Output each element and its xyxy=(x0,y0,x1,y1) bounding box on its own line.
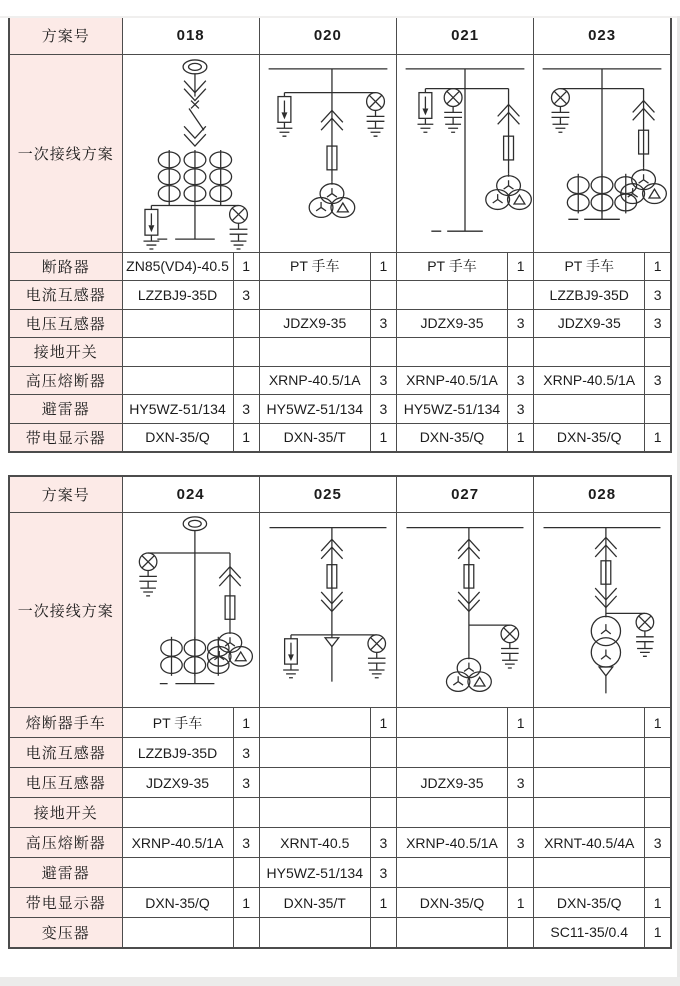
model-cell: DXN-35/Q xyxy=(122,423,233,452)
table-row xyxy=(9,366,671,395)
model-cell: XRNP-40.5/1A xyxy=(396,828,507,858)
qty-cell xyxy=(507,281,533,310)
model-cell: JDZX9-35 xyxy=(259,309,370,338)
qty-cell: 3 xyxy=(507,366,533,395)
qty-cell: 1 xyxy=(645,423,671,452)
qty-cell: 3 xyxy=(507,828,533,858)
model-cell xyxy=(122,798,233,828)
scheme-number-018: 018 xyxy=(122,17,259,54)
model-cell: DXN-35/T xyxy=(259,423,370,452)
page-edge-bottom xyxy=(0,977,680,986)
model-cell: JDZX9-35 xyxy=(534,309,645,338)
model-cell xyxy=(396,918,507,948)
row-label: 带电显示器 xyxy=(9,423,122,452)
table-header-row xyxy=(9,17,671,54)
model-cell xyxy=(122,338,233,367)
qty-cell: 3 xyxy=(233,738,259,768)
model-cell: LZZBJ9-35D xyxy=(122,738,233,768)
row-label: 避雷器 xyxy=(9,858,122,888)
qty-cell: 3 xyxy=(645,828,671,858)
diagram-cell-025 xyxy=(259,513,396,708)
qty-cell xyxy=(233,918,259,948)
model-cell: ZN85(VD4)-40.5 xyxy=(122,252,233,281)
wye-mark-icon xyxy=(601,649,611,659)
scheme-number-020: 020 xyxy=(259,17,396,54)
live-display-icon xyxy=(552,89,570,133)
surge-arrester-icon xyxy=(276,93,292,137)
model-cell: DXN-35/Q xyxy=(534,888,645,918)
model-cell: DXN-35/Q xyxy=(396,888,507,918)
model-cell xyxy=(122,309,233,338)
model-cell xyxy=(122,366,233,395)
qty-cell: 3 xyxy=(645,309,671,338)
row-label: 电压互感器 xyxy=(9,309,122,338)
qty-cell: 3 xyxy=(233,281,259,310)
qty-cell: 3 xyxy=(233,768,259,798)
qty-cell: 1 xyxy=(645,252,671,281)
model-cell: JDZX9-35 xyxy=(396,309,507,338)
qty-cell: 3 xyxy=(370,309,396,338)
diagram-row xyxy=(9,54,671,252)
single-line-diagram-025 xyxy=(260,514,396,707)
diagram-cell-027 xyxy=(396,513,533,708)
model-cell xyxy=(259,338,370,367)
fuse-icon xyxy=(639,130,649,154)
table-header-row xyxy=(9,476,671,513)
table-row xyxy=(9,708,671,738)
model-cell xyxy=(534,738,645,768)
table-row xyxy=(9,858,671,888)
fuse-icon xyxy=(225,595,235,618)
current-transformer-icon xyxy=(184,150,206,205)
model-cell: SC11-35/0.4 xyxy=(534,918,645,948)
model-cell xyxy=(534,768,645,798)
live-display-icon xyxy=(444,89,462,133)
qty-cell xyxy=(233,338,259,367)
row-label: 带电显示器 xyxy=(9,888,122,918)
qty-cell xyxy=(370,918,396,948)
diagram-cell-024 xyxy=(122,513,259,708)
scheme-spec-table-1 xyxy=(8,16,672,453)
single-line-diagram-023 xyxy=(534,55,670,251)
model-cell: PT 手车 xyxy=(259,252,370,281)
model-cell xyxy=(534,708,645,738)
qty-cell: 1 xyxy=(370,888,396,918)
qty-cell xyxy=(370,281,396,310)
single-line-diagram-021 xyxy=(397,55,533,251)
model-cell: JDZX9-35 xyxy=(122,768,233,798)
model-cell xyxy=(259,738,370,768)
qty-cell xyxy=(233,366,259,395)
wye-mark-icon xyxy=(601,624,611,634)
voltage-transformer-icon xyxy=(486,174,532,210)
model-cell xyxy=(396,708,507,738)
qty-cell: 1 xyxy=(645,708,671,738)
table-row xyxy=(9,281,671,310)
model-cell xyxy=(259,281,370,310)
qty-cell: 1 xyxy=(645,918,671,948)
diagram-row-label: 一次接线方案 xyxy=(9,54,122,252)
table-row xyxy=(9,768,671,798)
voltage-transformer-icon xyxy=(309,182,355,218)
live-display-icon xyxy=(636,613,654,656)
current-transformer-icon xyxy=(207,636,228,675)
surge-arrester-icon xyxy=(418,89,434,133)
model-cell: DXN-35/T xyxy=(259,888,370,918)
qty-cell: 3 xyxy=(233,828,259,858)
current-transformer-icon xyxy=(209,150,231,205)
voltage-transformer-icon xyxy=(207,630,252,665)
row-label: 接地开关 xyxy=(9,798,122,828)
model-cell: HY5WZ-51/134 xyxy=(396,395,507,424)
bushing-icon xyxy=(183,516,206,530)
table-row xyxy=(9,798,671,828)
qty-cell xyxy=(233,309,259,338)
fuse-icon xyxy=(601,560,611,583)
qty-cell: 1 xyxy=(370,252,396,281)
qty-cell: 3 xyxy=(645,366,671,395)
scheme-number-025: 025 xyxy=(259,476,396,513)
qty-cell: 3 xyxy=(645,281,671,310)
qty-cell: 3 xyxy=(507,768,533,798)
qty-cell: 1 xyxy=(507,888,533,918)
row-label: 变压器 xyxy=(9,918,122,948)
qty-cell xyxy=(645,768,671,798)
model-cell xyxy=(396,281,507,310)
model-cell xyxy=(534,395,645,424)
qty-cell xyxy=(507,798,533,828)
diagram-cell-020 xyxy=(259,54,396,252)
model-cell xyxy=(396,798,507,828)
qty-cell xyxy=(645,738,671,768)
diagram-cell-023 xyxy=(534,54,671,252)
qty-cell: 1 xyxy=(507,708,533,738)
diagram-row xyxy=(9,513,671,708)
current-transformer-icon xyxy=(160,636,181,675)
conductor-line xyxy=(151,205,238,239)
scheme-number-024: 024 xyxy=(122,476,259,513)
breaker-blade-icon xyxy=(189,108,204,130)
model-cell: PT 手车 xyxy=(534,252,645,281)
model-cell xyxy=(534,798,645,828)
qty-cell: 3 xyxy=(507,395,533,424)
qty-cell: 1 xyxy=(233,423,259,452)
diagram-cell-021 xyxy=(396,54,533,252)
model-cell xyxy=(396,858,507,888)
model-cell xyxy=(534,858,645,888)
page-edge-top xyxy=(0,16,680,18)
qty-cell: 3 xyxy=(233,395,259,424)
model-cell xyxy=(396,738,507,768)
qty-cell xyxy=(370,338,396,367)
qty-cell xyxy=(645,338,671,367)
current-transformer-icon xyxy=(591,174,613,214)
model-cell: HY5WZ-51/134 xyxy=(259,395,370,424)
qty-cell: 3 xyxy=(370,395,396,424)
model-cell: DXN-35/Q xyxy=(396,423,507,452)
current-transformer-icon xyxy=(158,150,180,205)
model-cell xyxy=(122,858,233,888)
fuse-icon xyxy=(327,564,337,587)
model-cell: XRNP-40.5/1A xyxy=(259,366,370,395)
qty-cell xyxy=(370,798,396,828)
qty-cell xyxy=(507,858,533,888)
row-label: 熔断器手车 xyxy=(9,708,122,738)
model-cell: XRNT-40.5 xyxy=(259,828,370,858)
qty-cell xyxy=(507,338,533,367)
model-cell xyxy=(259,708,370,738)
table-row xyxy=(9,309,671,338)
qty-cell xyxy=(645,858,671,888)
qty-cell: 1 xyxy=(233,252,259,281)
drawout-contact-icon xyxy=(184,126,206,146)
live-display-icon xyxy=(501,625,519,668)
table-row xyxy=(9,395,671,424)
breaker-x-icon xyxy=(191,101,199,109)
table-row xyxy=(9,918,671,948)
qty-cell: 1 xyxy=(507,252,533,281)
single-line-diagram-018 xyxy=(123,55,259,251)
model-cell: XRNT-40.5/4A xyxy=(534,828,645,858)
qty-cell xyxy=(233,858,259,888)
row-label: 接地开关 xyxy=(9,338,122,367)
model-cell: PT 手车 xyxy=(396,252,507,281)
qty-cell: 3 xyxy=(370,858,396,888)
qty-cell: 3 xyxy=(507,309,533,338)
qty-cell: 3 xyxy=(370,366,396,395)
scheme-number-021: 021 xyxy=(396,17,533,54)
model-cell xyxy=(534,338,645,367)
diagram-cell-028 xyxy=(534,513,671,708)
row-label: 避雷器 xyxy=(9,395,122,424)
model-cell: DXN-35/Q xyxy=(534,423,645,452)
diagram-row-label: 一次接线方案 xyxy=(9,513,122,708)
scheme-number-header: 方案号 xyxy=(9,17,122,54)
conductor-line xyxy=(291,527,377,637)
qty-cell xyxy=(233,798,259,828)
scheme-number-header: 方案号 xyxy=(9,476,122,513)
qty-cell: 1 xyxy=(233,708,259,738)
table-row xyxy=(9,738,671,768)
delta-termination-icon xyxy=(599,667,613,676)
qty-cell xyxy=(370,738,396,768)
row-label: 电流互感器 xyxy=(9,738,122,768)
scheme-number-027: 027 xyxy=(396,476,533,513)
model-cell: XRNP-40.5/1A xyxy=(396,366,507,395)
qty-cell: 3 xyxy=(370,828,396,858)
delta-termination-icon xyxy=(325,637,339,646)
table-row xyxy=(9,888,671,918)
scheme-number-028: 028 xyxy=(534,476,671,513)
diagram-cell-018 xyxy=(122,54,259,252)
table-row xyxy=(9,252,671,281)
qty-cell: 1 xyxy=(233,888,259,918)
single-line-diagram-020 xyxy=(260,55,396,251)
live-display-icon xyxy=(139,552,157,595)
model-cell xyxy=(396,338,507,367)
qty-cell xyxy=(370,768,396,798)
catalog-page xyxy=(0,16,680,986)
qty-cell: 1 xyxy=(370,708,396,738)
table-row xyxy=(9,828,671,858)
surge-arrester-icon xyxy=(143,205,159,249)
current-transformer-icon xyxy=(568,174,590,214)
qty-cell xyxy=(645,798,671,828)
model-cell: HY5WZ-51/134 xyxy=(259,858,370,888)
model-cell xyxy=(259,918,370,948)
model-cell: HY5WZ-51/134 xyxy=(122,395,233,424)
current-transformer-icon xyxy=(184,636,205,675)
conductor-line xyxy=(425,69,508,231)
row-label: 断路器 xyxy=(9,252,122,281)
live-display-icon xyxy=(366,93,384,137)
surge-arrester-icon xyxy=(283,634,299,677)
model-cell: XRNP-40.5/1A xyxy=(122,828,233,858)
single-line-diagram-028 xyxy=(534,514,670,707)
fuse-icon xyxy=(327,146,337,170)
qty-cell: 1 xyxy=(370,423,396,452)
qty-cell xyxy=(645,395,671,424)
qty-cell: 1 xyxy=(645,888,671,918)
model-cell: DXN-35/Q xyxy=(122,888,233,918)
conductor-line xyxy=(606,527,645,617)
model-cell: JDZX9-35 xyxy=(396,768,507,798)
qty-cell: 1 xyxy=(507,423,533,452)
voltage-transformer-icon xyxy=(621,168,667,204)
scheme-number-023: 023 xyxy=(534,17,671,54)
conductor-line xyxy=(284,69,375,146)
row-label: 电流互感器 xyxy=(9,281,122,310)
live-display-icon xyxy=(368,634,386,677)
voltage-transformer-icon xyxy=(447,656,492,691)
model-cell: XRNP-40.5/1A xyxy=(534,366,645,395)
row-label: 电压互感器 xyxy=(9,768,122,798)
model-cell xyxy=(122,918,233,948)
model-cell xyxy=(259,798,370,828)
row-label: 高压熔断器 xyxy=(9,828,122,858)
table-row xyxy=(9,423,671,452)
live-display-icon xyxy=(229,205,247,249)
qty-cell xyxy=(507,918,533,948)
fuse-icon xyxy=(504,136,514,160)
model-cell: LZZBJ9-35D xyxy=(122,281,233,310)
bushing-icon xyxy=(183,60,207,74)
model-cell xyxy=(259,768,370,798)
scheme-spec-table-2 xyxy=(8,475,672,949)
single-line-diagram-024 xyxy=(123,514,259,707)
qty-cell xyxy=(507,738,533,768)
single-line-diagram-027 xyxy=(397,514,533,707)
model-cell: LZZBJ9-35D xyxy=(534,281,645,310)
row-label: 高压熔断器 xyxy=(9,366,122,395)
model-cell: PT 手车 xyxy=(122,708,233,738)
fuse-icon xyxy=(464,564,474,587)
table-row xyxy=(9,338,671,367)
